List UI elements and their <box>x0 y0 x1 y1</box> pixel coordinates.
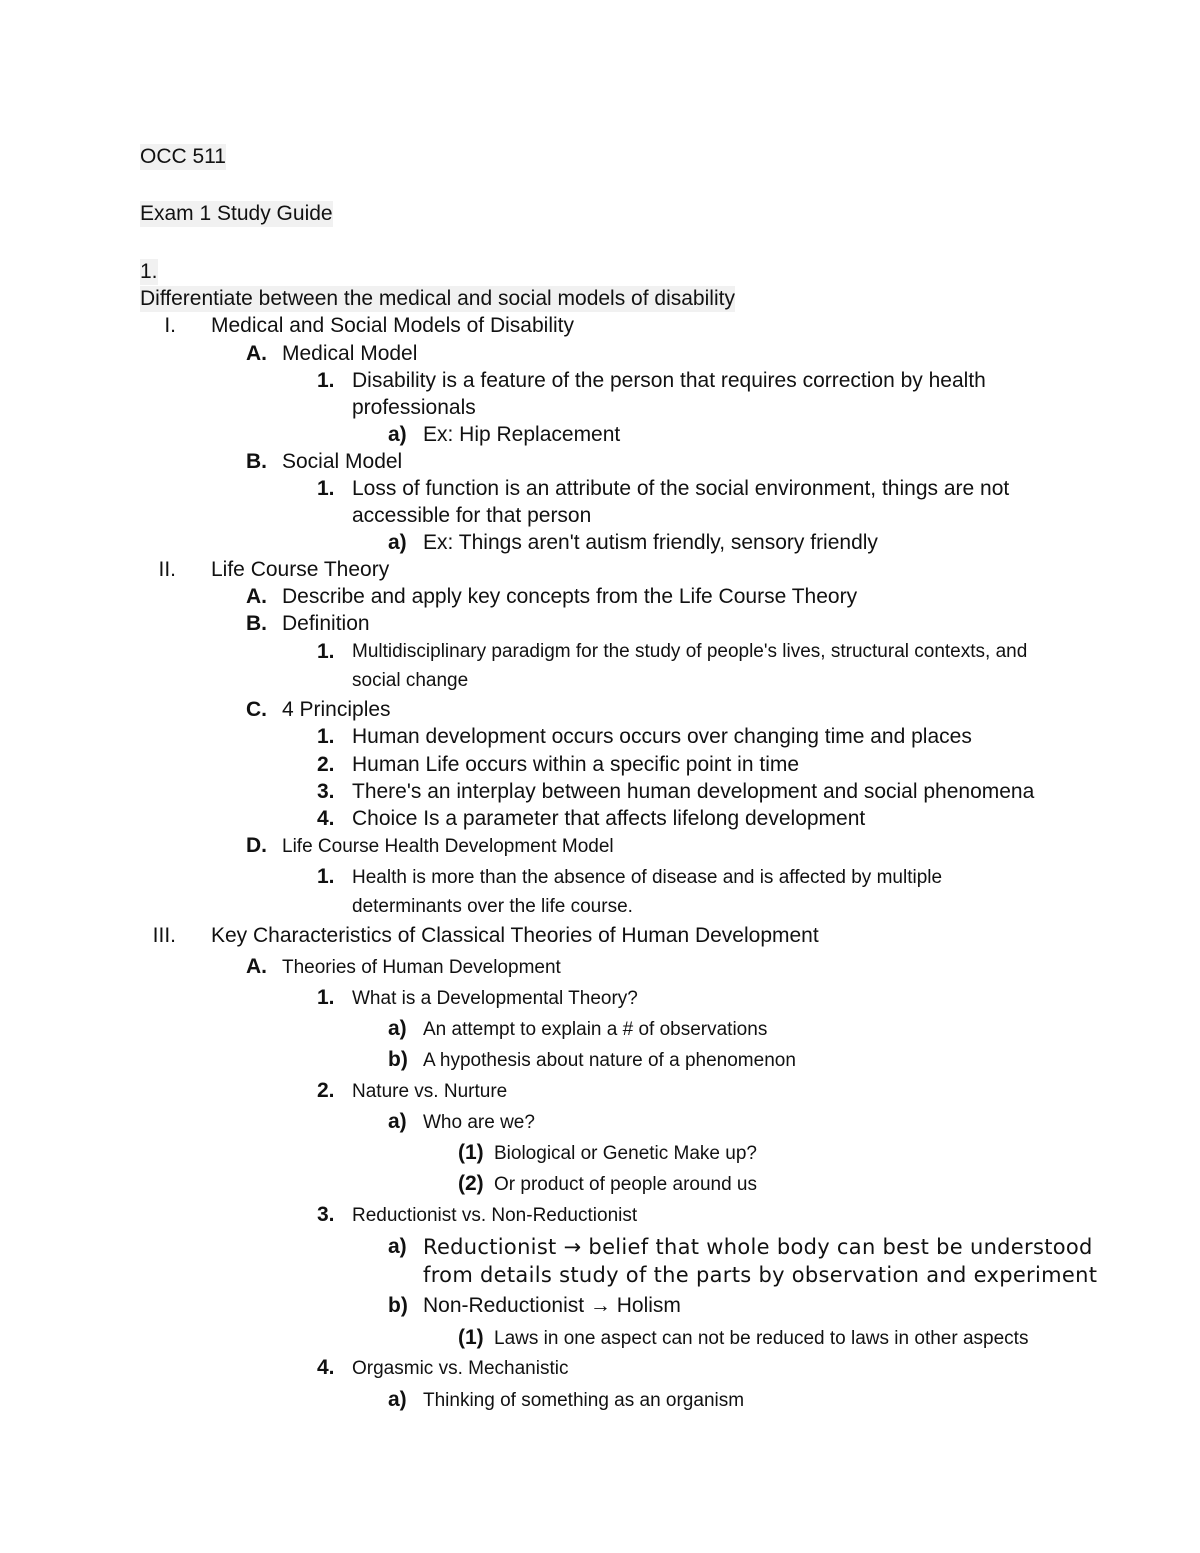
section-title-3: Key Characteristics of Classical Theories of Human Development <box>211 924 819 947</box>
item-text: Health is more than the absence of disease and is affected by multiple <box>352 867 943 888</box>
doc-title: Exam 1 Study Guide <box>140 202 333 225</box>
item-marker: 3. <box>317 780 335 803</box>
item-marker: 3. <box>317 1203 335 1226</box>
item-marker: 1. <box>317 986 335 1009</box>
item-marker: 1. <box>317 725 335 748</box>
item-marker: D. <box>246 834 267 857</box>
section-numeral-1: I. <box>164 314 176 337</box>
item-marker: (1) <box>458 1141 484 1164</box>
item-text-cont: accessible for that person <box>352 504 592 527</box>
question-number: 1. <box>140 260 158 283</box>
item-marker: a) <box>388 423 407 446</box>
item-marker: 1. <box>317 369 335 392</box>
item-marker: A. <box>246 585 267 608</box>
item-text-cont: from details study of the parts by observation and experiment <box>423 1263 1098 1287</box>
item-text: What is a Developmental Theory? <box>352 988 638 1009</box>
item-text: Reductionist vs. Non-Reductionist <box>352 1205 638 1226</box>
item-marker: A. <box>246 955 267 978</box>
item-marker: 4. <box>317 807 335 830</box>
item-marker: B. <box>246 450 267 473</box>
item-text-cont: determinants over the life course. <box>352 896 633 917</box>
item-text: Loss of function is an attribute of the social environment, things are not <box>352 477 1010 500</box>
item-title-lchd-model: Life Course Health Development Model <box>282 836 614 857</box>
item-marker: a) <box>388 1235 407 1258</box>
section-numeral-3: III. <box>152 924 176 947</box>
item-text-cont: professionals <box>352 396 476 419</box>
item-marker: a) <box>388 531 407 554</box>
item-marker: b) <box>388 1048 408 1071</box>
item-text: Multidisciplinary paradigm for the study of people's lives, structural contexts, and <box>352 641 1028 662</box>
item-text: Biological or Genetic Make up? <box>494 1143 757 1164</box>
item-marker: 4. <box>317 1356 335 1379</box>
item-text: Disability is a feature of the person that requires correction by health <box>352 369 986 392</box>
item-text: Reductionist → belief that whole body can best be understood <box>423 1235 1093 1259</box>
item-text: Choice Is a parameter that affects lifelong development <box>352 807 866 830</box>
item-marker: 1. <box>317 477 335 500</box>
item-title-principles: 4 Principles <box>282 698 391 721</box>
item-marker: 1. <box>317 640 335 663</box>
item-marker: 2. <box>317 1079 335 1102</box>
item-title-theories: Theories of Human Development <box>282 957 561 978</box>
item-text: Laws in one aspect can not be reduced to laws in other aspects <box>494 1328 1029 1349</box>
section-title-1: Medical and Social Models of Disability <box>211 314 574 337</box>
item-marker: (1) <box>458 1326 484 1349</box>
item-text: Nature vs. Nurture <box>352 1081 508 1102</box>
item-text-cont: social change <box>352 670 469 691</box>
item-marker: 2. <box>317 753 335 776</box>
item-marker: a) <box>388 1110 407 1133</box>
item-title-social-model: Social Model <box>282 450 403 473</box>
item-text: A hypothesis about nature of a phenomenon <box>423 1050 796 1071</box>
item-title-definition: Definition <box>282 612 370 635</box>
item-marker: A. <box>246 342 267 365</box>
course-title: OCC 511 <box>140 145 226 168</box>
item-text: There's an interplay between human development and social phenomena <box>352 780 1035 803</box>
item-text: An attempt to explain a # of observations <box>423 1019 768 1040</box>
item-text: Human Life occurs within a specific point in time <box>352 753 800 776</box>
item-title-medical-model: Medical Model <box>282 342 418 365</box>
section-numeral-2: II. <box>158 558 176 581</box>
item-marker: (2) <box>458 1172 484 1195</box>
item-text: Who are we? <box>423 1112 535 1133</box>
item-text: Ex: Things aren't autism friendly, sensory friendly <box>423 531 878 554</box>
item-marker: C. <box>246 698 267 721</box>
item-text: Or product of people around us <box>494 1174 758 1195</box>
section-title-2: Life Course Theory <box>211 558 390 581</box>
item-text: Thinking of something as an organism <box>423 1390 745 1411</box>
item-text: Ex: Hip Replacement <box>423 423 621 446</box>
item-marker: a) <box>388 1388 407 1411</box>
item-text: Non-Reductionist → Holism <box>423 1294 681 1317</box>
item-marker: b) <box>388 1294 408 1317</box>
item-marker: B. <box>246 612 267 635</box>
item-marker: 1. <box>317 865 335 888</box>
item-title: Describe and apply key concepts from the Life Course Theory <box>282 585 858 608</box>
item-marker: a) <box>388 1017 407 1040</box>
question-text: Differentiate between the medical and social models of disability <box>140 287 735 310</box>
item-text: Orgasmic vs. Mechanistic <box>352 1358 569 1379</box>
item-text: Human development occurs occurs over changing time and places <box>352 725 972 748</box>
